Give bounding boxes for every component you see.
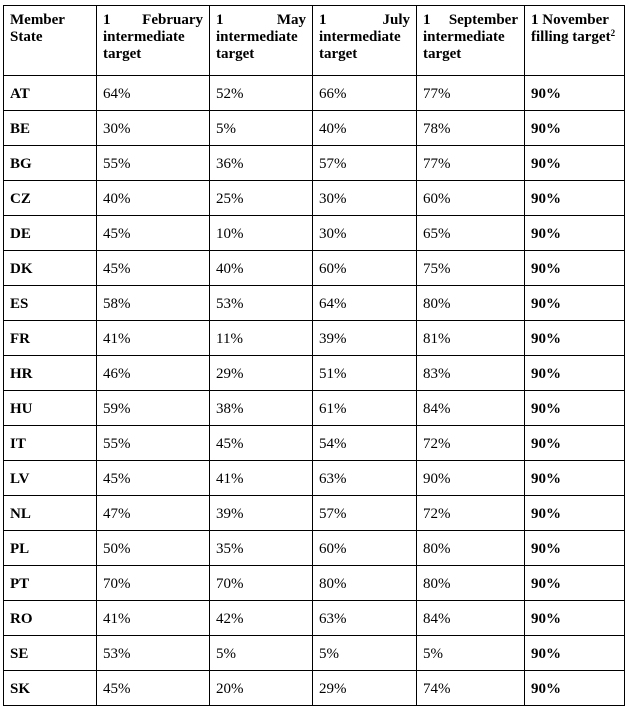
cell-may: 11%: [210, 321, 313, 356]
table-row: [4, 461, 625, 496]
header-row: [4, 6, 625, 76]
cell-sep: 80%: [417, 531, 525, 566]
cell-may: 45%: [210, 426, 313, 461]
cell-feb: 53%: [97, 636, 210, 671]
cell-sep: 78%: [417, 111, 525, 146]
cell-may: 36%: [210, 146, 313, 181]
cell-nov: 90%: [525, 76, 625, 111]
cell-feb: 45%: [97, 461, 210, 496]
cell-may: 35%: [210, 531, 313, 566]
cell-jul: 51%: [313, 356, 417, 391]
cell-feb: 64%: [97, 76, 210, 111]
cell-may: 52%: [210, 76, 313, 111]
header-1-september: 1 September intermediate target: [417, 6, 525, 76]
header-1-july: 1 July intermediate target: [313, 6, 417, 76]
cell-member-state: CZ: [4, 181, 97, 216]
cell-may: 53%: [210, 286, 313, 321]
table-row: [4, 671, 625, 706]
cell-sep: 75%: [417, 251, 525, 286]
cell-may: 42%: [210, 601, 313, 636]
cell-jul: 40%: [313, 111, 417, 146]
cell-nov: 90%: [525, 531, 625, 566]
cell-member-state: PT: [4, 566, 97, 601]
table-row: [4, 601, 625, 636]
cell-nov: 90%: [525, 636, 625, 671]
cell-may: 38%: [210, 391, 313, 426]
cell-nov: 90%: [525, 111, 625, 146]
cell-nov: 90%: [525, 426, 625, 461]
cell-nov: 90%: [525, 496, 625, 531]
cell-feb: 30%: [97, 111, 210, 146]
cell-member-state: ES: [4, 286, 97, 321]
cell-feb: 41%: [97, 321, 210, 356]
cell-feb: 45%: [97, 251, 210, 286]
cell-member-state: AT: [4, 76, 97, 111]
cell-jul: 80%: [313, 566, 417, 601]
cell-jul: 30%: [313, 216, 417, 251]
table-row: [4, 146, 625, 181]
cell-jul: 60%: [313, 251, 417, 286]
cell-jul: 57%: [313, 496, 417, 531]
cell-may: 29%: [210, 356, 313, 391]
cell-may: 10%: [210, 216, 313, 251]
cell-may: 5%: [210, 636, 313, 671]
cell-sep: 77%: [417, 146, 525, 181]
table-row: [4, 321, 625, 356]
cell-jul: 64%: [313, 286, 417, 321]
table-row: [4, 251, 625, 286]
cell-member-state: SE: [4, 636, 97, 671]
cell-nov: 90%: [525, 566, 625, 601]
cell-sep: 74%: [417, 671, 525, 706]
header-1-may: 1 May intermediate target: [210, 6, 313, 76]
table-row: [4, 496, 625, 531]
cell-may: 5%: [210, 111, 313, 146]
cell-jul: 60%: [313, 531, 417, 566]
cell-feb: 45%: [97, 216, 210, 251]
cell-member-state: NL: [4, 496, 97, 531]
table-row: [4, 76, 625, 111]
cell-feb: 55%: [97, 146, 210, 181]
cell-may: 41%: [210, 461, 313, 496]
cell-member-state: LV: [4, 461, 97, 496]
cell-feb: 50%: [97, 531, 210, 566]
cell-feb: 59%: [97, 391, 210, 426]
footnote-marker: 2: [610, 28, 616, 38]
cell-feb: 55%: [97, 426, 210, 461]
cell-member-state: DE: [4, 216, 97, 251]
table-row: [4, 286, 625, 321]
table-row: [4, 426, 625, 461]
cell-sep: 72%: [417, 496, 525, 531]
cell-nov: 90%: [525, 216, 625, 251]
cell-feb: 58%: [97, 286, 210, 321]
cell-nov: 90%: [525, 321, 625, 356]
cell-may: 40%: [210, 251, 313, 286]
cell-sep: 84%: [417, 391, 525, 426]
cell-nov: 90%: [525, 601, 625, 636]
header-member-state: Member State: [4, 6, 97, 76]
cell-sep: 83%: [417, 356, 525, 391]
cell-sep: 65%: [417, 216, 525, 251]
cell-sep: 90%: [417, 461, 525, 496]
cell-member-state: FR: [4, 321, 97, 356]
cell-sep: 77%: [417, 76, 525, 111]
cell-nov: 90%: [525, 391, 625, 426]
cell-member-state: BE: [4, 111, 97, 146]
cell-feb: 47%: [97, 496, 210, 531]
cell-may: 25%: [210, 181, 313, 216]
cell-member-state: IT: [4, 426, 97, 461]
cell-feb: 41%: [97, 601, 210, 636]
cell-member-state: RO: [4, 601, 97, 636]
cell-sep: 80%: [417, 286, 525, 321]
cell-sep: 72%: [417, 426, 525, 461]
cell-nov: 90%: [525, 146, 625, 181]
header-1-november: 1 November filling target$^2$: [525, 6, 625, 76]
cell-member-state: DK: [4, 251, 97, 286]
cell-jul: 63%: [313, 461, 417, 496]
table-row: [4, 181, 625, 216]
cell-jul: 39%: [313, 321, 417, 356]
cell-jul: 57%: [313, 146, 417, 181]
cell-member-state: HU: [4, 391, 97, 426]
cell-member-state: PL: [4, 531, 97, 566]
cell-feb: 70%: [97, 566, 210, 601]
table-row: [4, 391, 625, 426]
cell-feb: 40%: [97, 181, 210, 216]
table-body: [4, 76, 625, 706]
storage-filling-targets-table: [3, 5, 625, 706]
cell-jul: 5%: [313, 636, 417, 671]
cell-member-state: SK: [4, 671, 97, 706]
cell-sep: 5%: [417, 636, 525, 671]
cell-jul: 61%: [313, 391, 417, 426]
cell-sep: 84%: [417, 601, 525, 636]
table-row: [4, 636, 625, 671]
cell-jul: 30%: [313, 181, 417, 216]
cell-nov: 90%: [525, 251, 625, 286]
table-row: [4, 356, 625, 391]
cell-jul: 54%: [313, 426, 417, 461]
table-row: [4, 531, 625, 566]
cell-nov: 90%: [525, 286, 625, 321]
cell-sep: 80%: [417, 566, 525, 601]
cell-nov: 90%: [525, 181, 625, 216]
header-1-february: 1 February intermediate target: [97, 6, 210, 76]
cell-member-state: BG: [4, 146, 97, 181]
table-row: [4, 566, 625, 601]
cell-feb: 46%: [97, 356, 210, 391]
cell-may: 70%: [210, 566, 313, 601]
cell-nov: 90%: [525, 356, 625, 391]
cell-member-state: HR: [4, 356, 97, 391]
cell-sep: 60%: [417, 181, 525, 216]
cell-jul: 63%: [313, 601, 417, 636]
cell-jul: 66%: [313, 76, 417, 111]
cell-nov: 90%: [525, 461, 625, 496]
cell-feb: 45%: [97, 671, 210, 706]
table-row: [4, 216, 625, 251]
cell-sep: 81%: [417, 321, 525, 356]
cell-jul: 29%: [313, 671, 417, 706]
cell-nov: 90%: [525, 671, 625, 706]
cell-may: 39%: [210, 496, 313, 531]
cell-may: 20%: [210, 671, 313, 706]
table-row: [4, 111, 625, 146]
